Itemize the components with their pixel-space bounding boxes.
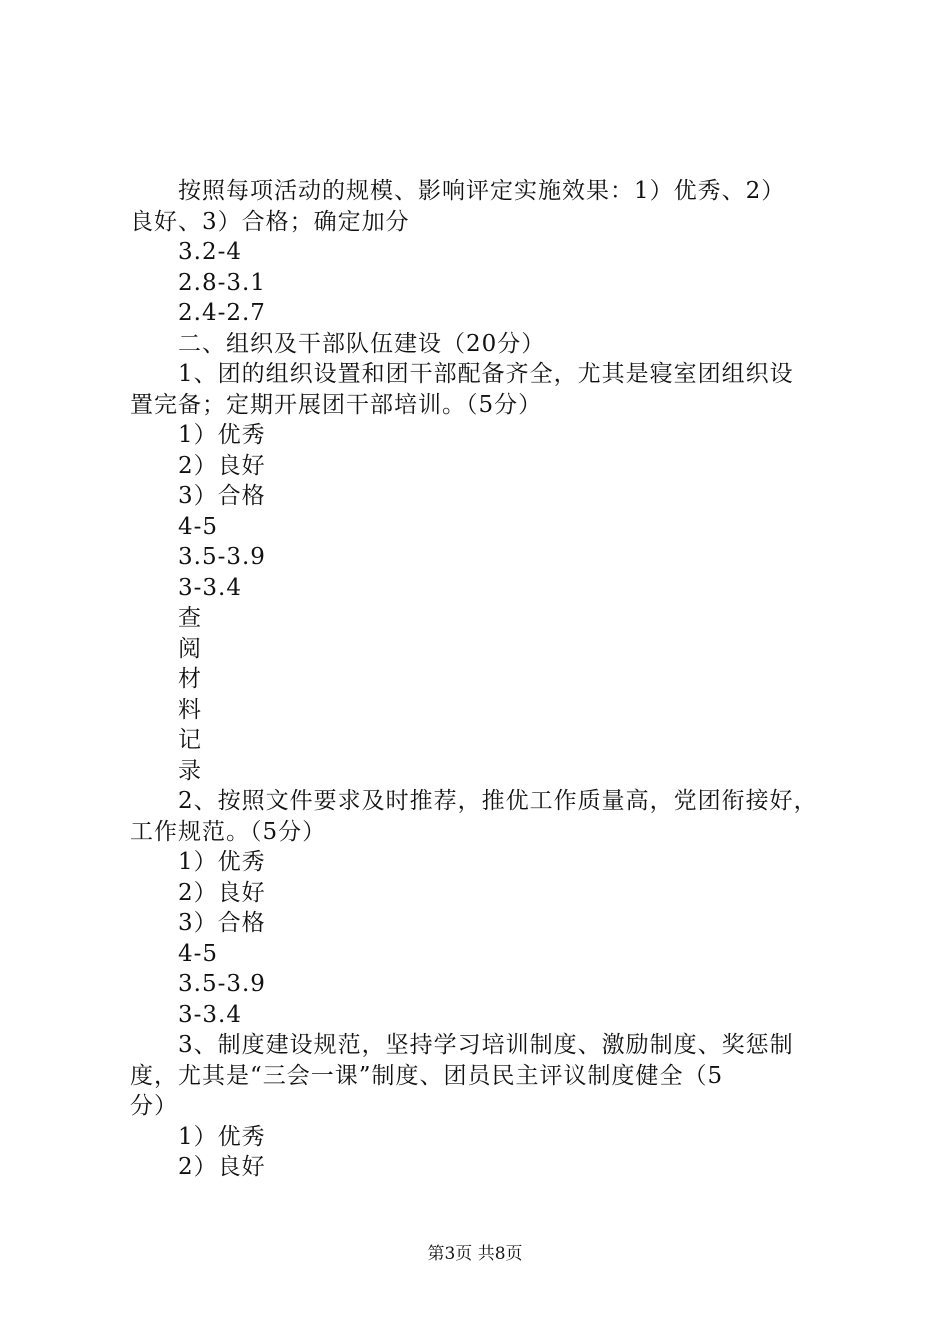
text-line: 4-5 bbox=[178, 513, 219, 540]
text-line: 3-3.4 bbox=[178, 574, 242, 601]
text-line: 材 bbox=[178, 666, 202, 692]
text-line: 4-5 bbox=[178, 940, 219, 967]
text-line: 记 bbox=[178, 727, 202, 753]
text-line: 1、团的组织设置和团干部配备齐全，尤其是寝室团组织设 bbox=[178, 361, 794, 387]
text-line: 3）合格 bbox=[178, 483, 266, 509]
text-line: 3、制度建设规范，坚持学习培训制度、激励制度、奖惩制 bbox=[178, 1032, 794, 1058]
text-line: 料 bbox=[178, 696, 202, 723]
text-line: 置完备；定期开展团干部培训。（5分） bbox=[130, 391, 543, 418]
text-line: 3-3.4 bbox=[178, 1001, 242, 1028]
text-line: 二、组织及干部队伍建设（20分） bbox=[178, 330, 546, 357]
text-line: 2.8-3.1 bbox=[178, 269, 266, 296]
text-line: 3）合格 bbox=[178, 910, 266, 936]
text-line: 查 bbox=[178, 605, 202, 631]
text-line: 2.4-2.7 bbox=[178, 300, 266, 326]
text-line: 按照每项活动的规模、影响评定实施效果：1）优秀、2） bbox=[178, 178, 786, 204]
text-line: 2、按照文件要求及时推荐，推优工作质量高，党团衔接好， bbox=[178, 788, 818, 814]
text-line: 分） bbox=[130, 1093, 178, 1119]
text-line: 3.5-3.9 bbox=[178, 544, 266, 570]
text-line: 1）优秀 bbox=[178, 1123, 266, 1150]
text-line: 工作规范。（5分） bbox=[130, 818, 327, 845]
text-line: 1）优秀 bbox=[178, 422, 266, 448]
text-line: 阅 bbox=[178, 635, 202, 662]
text-line: 度，尤其是“三会一课”制度、团员民主评议制度健全（5 bbox=[130, 1062, 724, 1089]
text-line: 2）良好 bbox=[178, 879, 266, 906]
text-line: 3.5-3.9 bbox=[178, 971, 266, 997]
text-line: 录 bbox=[178, 757, 202, 784]
text-line: 2）良好 bbox=[178, 452, 266, 479]
text-line: 2）良好 bbox=[178, 1154, 266, 1180]
page-footer: 第3页 共8页 bbox=[427, 1244, 523, 1264]
text-line: 良好、3）合格；确定加分 bbox=[130, 208, 410, 235]
text-line: 3.2-4 bbox=[178, 239, 242, 265]
document-body bbox=[130, 176, 830, 1183]
text-line: 1）优秀 bbox=[178, 849, 266, 875]
